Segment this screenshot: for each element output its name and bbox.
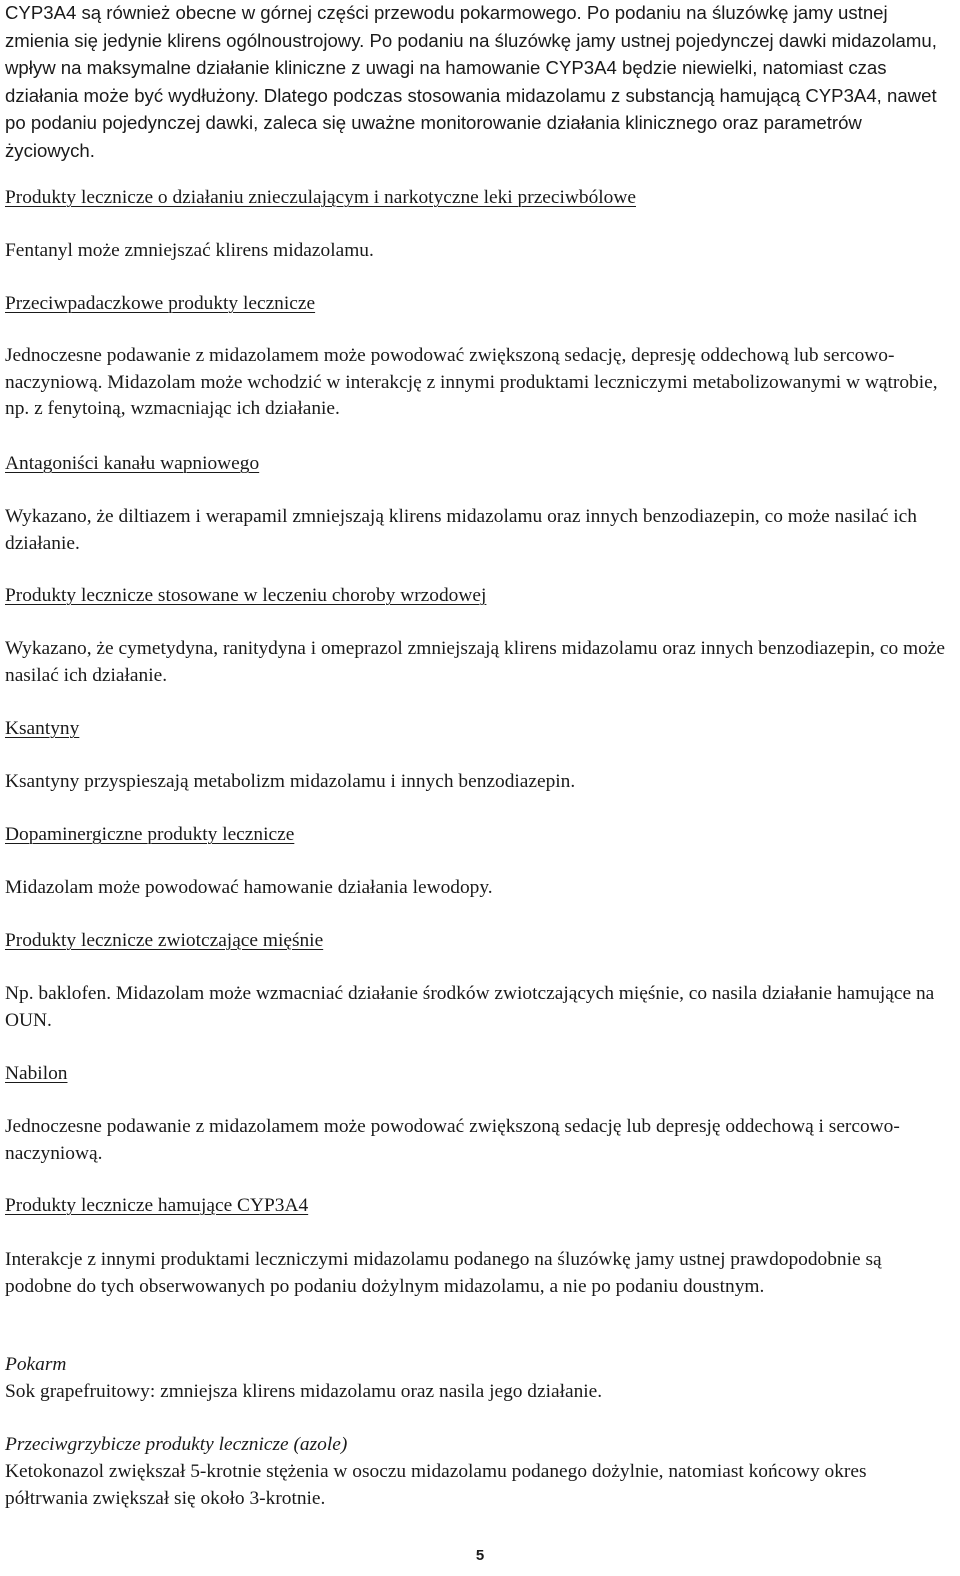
section-heading-cyp3a4-inhibitors: Produkty lecznicze hamujące CYP3A4 — [5, 1195, 309, 1216]
section-heading-ulcer-drugs: Produkty lecznicze stosowane w leczeniu choroby wrzodowej — [5, 585, 487, 606]
section-heading-muscle-relaxants: Produkty lecznicze zwiotczające mięśnie — [5, 930, 324, 951]
subheading-food: Pokarm — [5, 1354, 67, 1375]
section-heading-dopaminergic: Dopaminergiczne produkty lecznicze — [5, 824, 295, 845]
text-food: Sok grapefruitowy: zmniejsza klirens midazolamu oraz nasila jego działanie. — [5, 1381, 603, 1402]
section-text-muscle-relaxants: Np. baklofen. Midazolam może wzmacniać działanie środków zwiotczających mięśnie, co nasila działanie hamujące na OUN. — [5, 983, 935, 1031]
section-text-antiepileptics: Jednoczesne podawanie z midazolamem może powodować zwiększoną sedację, depresję oddechową lub sercowo-naczyniową. Midazolam może wchodzić w interakcję z innymi produktami leczniczymi metabolizowanymi w wątrobie, np. z fenytoiną, wzmacniając ich działanie. — [5, 345, 938, 419]
intro-paragraph — [5, 0, 953, 165]
section-heading-antiepileptics: Przeciwpadaczkowe produkty lecznicze — [5, 293, 316, 314]
intro-text-part2: Dlatego podczas stosowania midazolamu z substancją hamującą CYP3A4, nawet po podaniu pojedynczej dawki, zaleca się uważne monitorowanie działania klinicznego oraz parametrów życiowych. — [5, 84, 937, 161]
section-text-anesthetics: Fentanyl może zmniejszać klirens midazolamu. — [5, 240, 374, 261]
page-number: 5 — [475, 1547, 485, 1564]
section-heading-xanthines: Ksantyny — [5, 718, 80, 739]
section-text-xanthines: Ksantyny przyspieszają metabolizm midazolamu i innych benzodiazepin. — [5, 771, 576, 792]
section-text-calcium-antagonists: Wykazano, że diltiazem i werapamil zmniejszają klirens midazolamu oraz innych benzodiazepin, co może nasilać ich działanie. — [5, 506, 917, 554]
section-text-dopaminergic: Midazolam może powodować hamowanie działania lewodopy. — [5, 877, 493, 898]
section-text-cyp3a4-inhibitors: Interakcje z innymi produktami leczniczymi midazolamu podanego na śluzówkę jamy ustnej prawdopodobnie są podobne do tych obserwowanych po podaniu dożylnym midazolamu, a nie po podaniu doustnym. — [5, 1249, 882, 1297]
text-azoles: Ketokonazol zwiększał 5-krotnie stężenia w osoczu midazolamu podanego dożylnie, natomiast końcowy okres półtrwania zwiększał się około 3-krotnie. — [5, 1461, 867, 1509]
section-heading-calcium-antagonists: Antagoniści kanału wapniowego — [5, 453, 260, 474]
intro-text-part1: CYP3A4 są również obecne w górnej części przewodu pokarmowego. Po podaniu na śluzówkę jamy ustnej zmienia się jedynie klirens ogólnoustrojowy. Po podaniu na śluzówkę jamy ustnej pojedynczej dawki midazolamu, wpływ na maksymalne działanie kliniczne z uwagi na hamowanie CYP3A4 będzie niewielki, natomiast czas działania może być wydłużony. — [5, 2, 937, 106]
section-heading-anesthetics: Produkty lecznicze o działaniu znieczulającym i narkotyczne leki przeciwbólowe — [5, 187, 636, 208]
section-heading-nabilone: Nabilon — [5, 1063, 68, 1084]
subheading-azoles: Przeciwgrzybicze produkty lecznicze (azole) — [5, 1434, 348, 1455]
section-text-nabilone: Jednoczesne podawanie z midazolamem może powodować zwiększoną sedację lub depresję oddechową i sercowo-naczyniową. — [5, 1116, 900, 1164]
section-text-ulcer-drugs: Wykazano, że cymetydyna, ranitydyna i omeprazol zmniejszają klirens midazolamu oraz innych benzodiazepin, co może nasilać ich działanie. — [5, 638, 945, 686]
